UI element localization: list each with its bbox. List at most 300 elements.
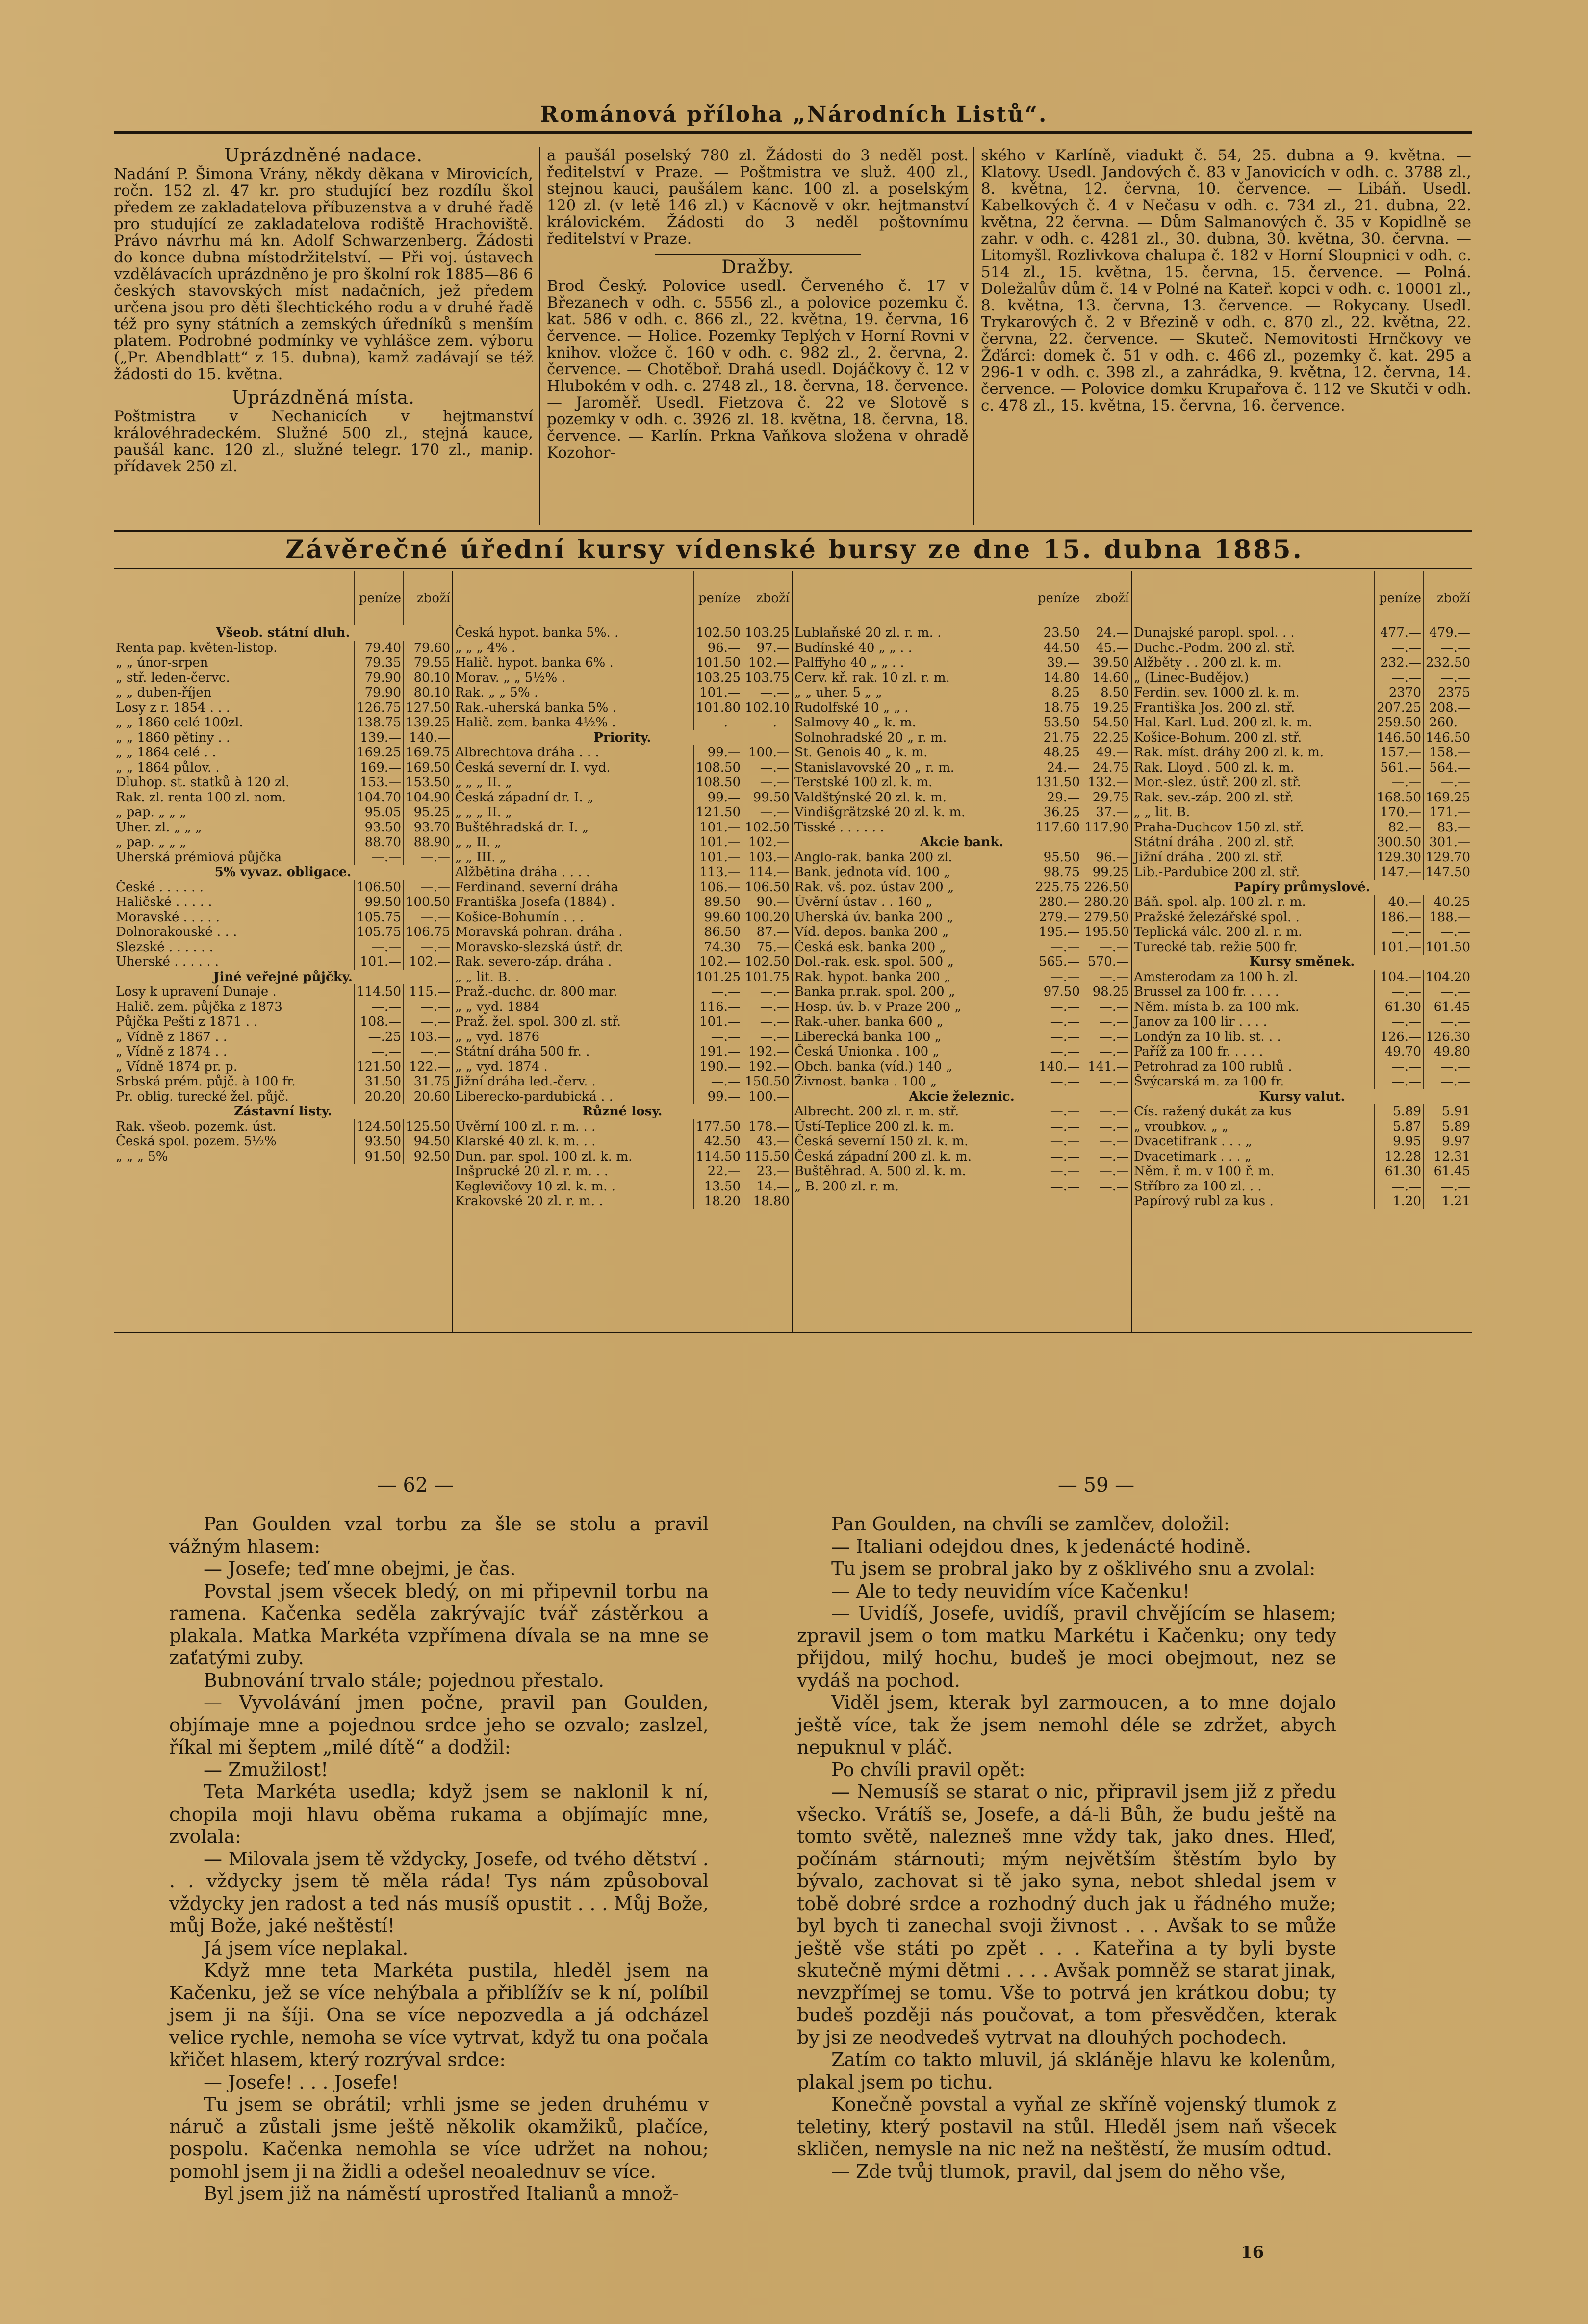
goods-price: —.— [404,910,452,925]
goods-price: 100.50 [404,895,452,910]
table-row [1132,715,1472,730]
security-name: Papírový rubl za kus . [1134,1194,1274,1209]
money-price: 101.50 [694,655,743,671]
security-name: Ústí-Teplice 200 zl. k. m. [794,1119,954,1134]
goods-price: 24.75 [1082,760,1131,775]
table-row [453,1044,792,1059]
security-name: Banka pr.rak. spol. 200 „ [794,984,955,999]
money-price: 157.— [1375,745,1424,760]
money-price: 169.25 [355,745,404,760]
money-price: 280.— [1033,895,1082,910]
table-row [793,760,1131,775]
security-name: Rak. severo-záp. dráha . [455,955,612,969]
table-row [1132,745,1472,760]
table-block-3 [793,571,1131,1194]
table-row [114,641,452,656]
goods-price: 87.— [743,925,792,940]
money-price: 61.30 [1375,1000,1424,1015]
money-price: 126.75 [355,700,404,716]
security-name: Rak. „ „ 5% . [455,685,538,700]
security-name: „ „ „ II. „ [455,805,512,820]
col-money: peníze [1375,571,1424,625]
table-row [453,745,792,760]
security-name: Dol.-rak. esk. spol. 500 „ [794,955,954,969]
table-row [1132,1059,1472,1075]
goods-price: 49.80 [1424,1044,1472,1059]
goods-price: 102.10 [743,700,792,716]
goods-price: —.— [404,850,452,865]
table-row [453,820,792,835]
money-price: 95.50 [1033,850,1082,865]
security-name: Londýn za 10 lib. st. . . [1134,1029,1281,1044]
story-paragraph: — Josefe; teď mne obejmi, je čas. [204,1558,516,1579]
stock-exchange-table [114,571,1472,1333]
money-price: 36.25 [1033,805,1082,820]
security-name: Košice-Bohumín . . . [455,909,584,925]
table-row [1132,685,1472,700]
table-row [1132,1149,1472,1164]
goods-price: 279.50 [1082,910,1131,925]
table-row [1132,1104,1472,1119]
goods-price: 9.97 [1424,1134,1472,1149]
money-price: 131.50 [1033,775,1082,790]
goods-price: —.— [1424,984,1472,1000]
table-row [114,1000,452,1015]
table-row [1132,1044,1472,1059]
security-name: Amsterodam za 100 h. zl. [1134,969,1298,984]
goods-price: 115.50 [743,1149,792,1164]
money-price: —.— [1033,940,1082,955]
table-row [114,1089,452,1105]
table-row [1132,970,1472,985]
security-name: Rak. všeob. pozemk. úst. [116,1119,277,1134]
goods-price: 188.— [1424,910,1472,925]
table-row [453,1074,792,1089]
security-name: Petrohrad za 100 rublů . [1134,1059,1292,1074]
auctions-continued-text: ského v Karlíně, viadukt č. 54, 25. dubna a 9. května. — Klatovy. Usedl. Jandových č. 83 v Janovicích v odh. c. 3788 zl., 8. května, 12. června, 10. července. — Libáň. Usedl. Kabelkových č. 4 v Nečasu v odh. c. 734 zl., 21. dubna, 22. května, 22 června. — Dům Salmanových č. 35 v Kopidlně se zahr. v odh. c. 4281 zl., 30. dubna, 30. května, 30. června. — Litomyšl. Rozlivkova chalupa č. 182 v Horní Sloupnici v odh. c. 514 zl., 15. května, 15. června, 15. července. — Polná. Doležalův dům č. 14 v Polné na Kateř. kopci v odh. c. 10001 zl., 8. května, 13. června, 13. července. — Rokycany. Usedl. Trykarových č. 2 v Březině v odh. c. 870 zl., 22. května, 22. června, 22. července. — Skuteč. Nemovitosti Hrnčkovy ve Žďárci: domek č. 51 v odh. c. 466 zl., pozemky č. kat. 295 a 296-1 v odh. c. 398 zl., a zahrádka, 9. května, 12. června, 14. července. — Polovice domku Krupařova č. 112 ve Skutči v odh. c. 478 zl., 15. května, 15. června, 16. července. [981,147,1471,414]
goods-price: —.— [1424,1074,1472,1089]
table-row [1132,1134,1472,1149]
security-name: Janov za 100 lir . . . . [1134,1014,1267,1029]
table-row [453,970,792,985]
security-name: Alžbětina dráha . . . . [455,865,590,879]
goods-price: 99.50 [743,790,792,805]
security-name: Buštěhradská dr. I. „ [455,820,589,835]
security-name: „ pap. „ „ „ [116,805,186,820]
security-name: Státní dráha 500 fr. . [455,1044,590,1059]
security-name: „ „ III. „ [455,850,507,865]
money-price: 186.— [1375,910,1424,925]
money-price: 99.50 [355,895,404,910]
table-row [453,700,792,716]
money-price: 146.50 [1375,730,1424,746]
goods-price: —.— [743,1000,792,1015]
table-row [453,955,792,970]
security-name: Česká Unionka . 100 „ [794,1044,939,1059]
goods-price: 97.— [743,641,792,656]
security-name: „ pap. „ „ „ [116,835,186,850]
security-name: Brussel za 100 fr. . . . . [1134,984,1279,999]
goods-price: 45.— [1082,641,1131,656]
table-row [453,1194,792,1209]
goods-price: 139.25 [404,715,452,730]
heading-vacant-posts: Uprázdněná místa. [232,387,415,408]
goods-price: —.— [1082,1000,1131,1015]
table-row [793,1044,1131,1059]
table-row [1132,655,1472,671]
money-price: —.— [1033,1104,1082,1119]
security-name: Dvacetifrank . . . „ [1134,1134,1253,1149]
table-row [1132,641,1472,656]
security-name: Úvěrní 100 zl. r. m. . . [455,1119,596,1134]
security-name: Dunajské paropl. spol. . . [1134,625,1295,640]
money-price: 20.20 [355,1089,404,1105]
goods-price: 40.25 [1424,895,1472,910]
security-name: Keglevičovy 10 zl. k. m. . [455,1179,615,1194]
goods-price: —.— [1082,1149,1131,1164]
table-row [114,835,452,850]
goods-price: 20.60 [404,1089,452,1105]
money-price: 106.— [694,880,743,895]
table-row [453,805,792,820]
table-row [793,1014,1131,1030]
table-row [453,641,792,656]
table-row [114,820,452,835]
security-name: Palffyho 40 „ „ . . [794,655,904,670]
table-row [114,671,452,686]
table-row [453,850,792,865]
story-paragraph: — Zde tvůj tlumok, pravil, dal jsem do něho vše, [831,2160,1286,2182]
goods-price: 5.91 [1424,1104,1472,1119]
table-row [793,1000,1131,1015]
goods-price: —.— [743,775,792,790]
security-name: Pražské železářské spol. . [1134,909,1300,925]
subheading: Akcie železnic. [909,1089,1015,1104]
story-paragraph: — Nemusíš se starat o nic, připravil jsem již z předu všecko. Vrátíš se, Josefe, a dá-li Bůh, že budu ještě na tomto světě, nalezneš mne vždy tak, jako dnes. Hleď, počínám stárnouti; mým největším štěstím bylo by bývalo, zachovat si tě jako syna, nebot shledal jsem v tobě dobré srdce a rozhodný duch jak u řádného muže; byl bych ti zanechal svoji živnost . . . Avšak to se může ještě vše státi po zpět . . . Kateřina a ty byli byste skutečně mými dětmi . . . . Avšak pomněž se starat jinak, nevzpřímej se tomu. Vše to potrvá jen krátkou dobu; ty budeš později nás poučovat, a tom přesvědčen, kterak by jsi ze neodvedeš vytrvat na dlouhých pochodech. [797,1781,1336,2048]
money-price: 101.— [694,820,743,835]
table-row [453,1000,792,1015]
money-price: 95.05 [355,805,404,820]
goods-price: 103.— [743,850,792,865]
story-paragraph: — Italiani odejdou dnes, k jedenácté hodině. [831,1535,1252,1557]
goods-price: 171.— [1424,805,1472,820]
goods-price: 100.— [743,745,792,760]
security-name: Teplická válc. 200 zl. r. m. [1134,925,1303,939]
table-subheading-row [114,625,452,641]
table-row [793,1149,1131,1164]
table-row [453,775,792,790]
security-name: Živnost. banka . 100 „ [794,1074,937,1089]
table-row [1132,984,1472,1000]
table-row [793,1164,1131,1179]
table-subheading-row [114,1104,452,1119]
goods-price: 14.60 [1082,671,1131,686]
page-number-right: — 59 — [1057,1474,1135,1497]
money-price: 101.— [355,955,404,970]
security-name: Lublaňské 20 zl. r. m. . [794,625,942,640]
security-name: Paříž za 100 fr. . . . . [1134,1044,1263,1059]
money-price: 477.— [1375,625,1424,641]
table-subheading-row [453,730,792,746]
security-name: „ Vídně z 1867 . . [116,1029,228,1044]
table-row [1132,910,1472,925]
money-price: 39.— [1033,655,1082,671]
security-name: „ „ uher. 5 „ „ [794,685,882,700]
security-name: „ „ vyd. 1884 [455,999,540,1014]
security-name: Hosp. úv. b. v Praze 200 „ [794,999,961,1014]
goods-price: —.— [404,1000,452,1015]
money-price: —.— [1033,1179,1082,1194]
security-name: Víd. depos. banka 200 „ [794,925,949,939]
money-price: 99.— [694,790,743,805]
security-name: „ „ 1860 celé 100zl. [116,715,243,730]
security-name: Haličské . . . . . [116,895,212,909]
goods-price: 1.21 [1424,1194,1472,1209]
table-row [114,790,452,805]
story-paragraph: Teta Markéta usedla; když jsem se naklonil k ní, chopila moji hlavu oběma rukama a objímajíc mne, zvolala: [169,1781,709,1847]
table-row [793,1030,1131,1045]
goods-price: —.— [1082,1119,1131,1135]
money-price: 48.25 [1033,745,1082,760]
band-rule-bottom [114,568,1472,569]
posts-continued-text: a paušál poselský 780 zl. Žádosti do 3 neděl post. ředitelství v Praze. — Poštmistra ve služ. 400 zl., stejnou kauci, paušálem kanc. 100 zl. a poselským 120 zl. (v letě 146 zl.) v Kácnově v okr. hejtmanství královickém. Žádosti do 3 neděl poštovnímu ředitelství v Praze. [547,147,969,248]
money-price: —.— [1033,1164,1082,1179]
goods-price: 22.25 [1082,730,1131,746]
goods-price: 94.50 [404,1134,452,1149]
money-price: 101.— [694,1014,743,1030]
table-row [793,641,1131,656]
goods-price: 99.25 [1082,865,1131,880]
security-name: Uherské . . . . . . [116,955,219,969]
table-row [1132,925,1472,940]
security-name: Morav. „ „ 5½% . [455,670,565,685]
security-name: „ „ vyd. 1876 [455,1029,540,1044]
goods-price: 106.50 [743,880,792,895]
table-row [1132,700,1472,716]
subheading: Kursy směnek. [1249,955,1355,969]
table-row [114,1149,452,1164]
goods-price: 95.25 [404,805,452,820]
goods-price: 37.— [1082,805,1131,820]
money-price: 138.75 [355,715,404,730]
col-money: peníze [355,571,404,625]
security-name: Rak. Lloyd . 500 zl. k. m. [1134,760,1294,775]
page-number-left: — 62 — [377,1474,454,1497]
story-paragraph: Viděl jsem, kterak byl zarmoucen, a to mne dojalo ještě více, tak že jsem nemohl déle se zdržet, abych nepuknul v pláč. [797,1692,1336,1758]
table-subheading-row [114,970,452,985]
security-name: „ (Linec-Budějov.) [1134,670,1249,685]
goods-price: —.— [1424,1179,1472,1194]
security-name: Halič. hypot. banka 6% . [455,655,614,670]
table-row [1132,625,1472,641]
security-name: Košice-Bohum. 200 zl. stř. [1134,730,1302,745]
security-name: Rak. zl. renta 100 zl. nom. [116,790,286,805]
table-row [114,715,452,730]
goods-price: 79.60 [404,641,452,656]
money-price: 117.60 [1033,820,1082,835]
goods-price: 122.— [404,1059,452,1075]
security-name: Rak.-uherská banka 5% . [455,700,616,715]
money-price: 105.75 [355,925,404,940]
money-price: —.— [1375,671,1424,686]
security-name: Srbská prém. půjč. à 100 fr. [116,1074,296,1089]
goods-price: 125.50 [404,1119,452,1135]
table-row [793,700,1131,716]
table-row [793,685,1131,700]
money-price: 114.50 [355,984,404,1000]
money-price: —.— [1033,1119,1082,1135]
goods-price: 114.— [743,865,792,880]
table-row [793,820,1131,835]
masthead: Románová příloha „Národních Listů“. [540,102,1048,127]
money-price: 9.95 [1375,1134,1424,1149]
security-name: „ „ „ II. „ [455,775,512,790]
col-money: peníze [1033,571,1082,625]
security-name: Ferdin. sev. 1000 zl. k. m. [1134,685,1300,700]
money-price: 225.75 [1033,880,1082,895]
story-paragraph: — Josefe! . . . Josefe! [204,2071,399,2093]
subheading: 5% vyvaz. obligace. [214,865,352,879]
security-name: Moravsko-slezská ústř. dr. [455,939,624,955]
security-name: Salmovy 40 „ k. m. [794,715,916,730]
subheading: Všeob. státní dluh. [216,625,350,640]
goods-price: —.— [1082,1014,1131,1030]
goods-price: —.— [1082,1164,1131,1179]
money-price: 21.75 [1033,730,1082,746]
table-row [114,984,452,1000]
foundations-text: Nadání P. Šimona Vrány, někdy děkana v Mirovicích, ročn. 152 zl. 47 kr. pro studující bez rozdílu škol předem ze zakladatelova příbuzenstva a v druhé řadě pro studující ze zakladatelova rodiště Hrachoviště. Právo návrhu má kn. Adolf Schwarzenberg. Žádosti do konce dubna místodržitelství. — Při voj. ústavech vzdělávacích uprázdněno je pro školní rok 1885—86 6 českých stavovských míst nadačních, jež předem určena jsou pro děti šlechtického rodu a v druhé řadě též pro syny státních a zemských úředníků s menším platem. Podrobné podmínky ve vyhlášce zem. výboru („Pr. Abendblatt“ z 15. dubna), kamž zadávají se též žádosti do 15. května. [114,165,533,383]
goods-price: 90.— [743,895,792,910]
table-row [793,730,1131,746]
table-row [1132,940,1472,955]
security-name: Jižní dráha . 200 zl. stř. [1134,850,1284,865]
money-price: —.— [1375,775,1424,790]
money-price: —.— [1375,984,1424,1000]
table-row [453,984,792,1000]
table-row [453,1030,792,1045]
security-name: „ „ lit. B. [1134,805,1190,820]
security-name: „ „ 1860 pětiny . . [116,730,231,745]
security-name: Praž.-duchc. dr. 800 mar. [455,984,617,999]
subheading: Kursy valut. [1259,1089,1345,1104]
table-row [114,1134,452,1149]
security-name: Turecké tab. režie 500 fr. [1134,939,1298,955]
table-row [114,700,452,716]
table-row [1132,895,1472,910]
security-name: Albrecht. 200 zl. r. m. stř. [794,1104,959,1119]
money-price: 108.— [355,1014,404,1030]
money-price: 44.50 [1033,641,1082,656]
money-price: —.— [1375,925,1424,940]
goods-price: 169.75 [404,745,452,760]
goods-price: 192.— [743,1044,792,1059]
security-name: Pr. oblig. turecké žel. půjč. [116,1089,289,1104]
table-row [1132,820,1472,835]
security-name: „ „ „ 5% [116,1149,168,1164]
table-row [453,625,792,641]
table-row [453,671,792,686]
table-row [793,895,1131,910]
table-subheading-row [1132,955,1472,970]
security-name: Liberecká banka 100 „ [794,1029,942,1044]
security-name: Cís. ražený dukát za kus [1134,1104,1292,1119]
security-name: Úvěrní ústav . . 160 „ [794,895,933,909]
table-row [793,910,1131,925]
table-row [114,895,452,910]
money-price: 18.75 [1033,700,1082,716]
security-name: Rak. míst. dráhy 200 zl. k. m. [1134,745,1324,760]
table-row [453,655,792,671]
money-price: 101.— [694,850,743,865]
security-name: Tisské . . . . . . [794,820,884,835]
story-column-right [797,1513,1336,2183]
goods-price: 54.50 [1082,715,1131,730]
money-price: 29.— [1033,790,1082,805]
table-row [793,1104,1131,1119]
money-price: 190.— [694,1059,743,1075]
money-price: —.— [694,1074,743,1089]
money-price: 42.50 [694,1134,743,1149]
table-row [453,715,792,730]
notices-column-right [981,147,1471,414]
table-row [114,685,452,700]
goods-price: —.— [1082,1074,1131,1089]
table-row [453,685,792,700]
table-row [453,1179,792,1194]
security-name: Obch. banka (víd.) 140 „ [794,1059,953,1074]
goods-price: 102.— [743,655,792,671]
goods-price: 88.90 [404,835,452,850]
money-price: 106.50 [355,880,404,895]
story-paragraph: Pan Goulden, na chvíli se zamlčev, doložil: [831,1513,1230,1535]
money-price: 102.50 [694,625,743,641]
table-row [114,1044,452,1059]
security-name: Krakovské 20 zl. r. m. . [455,1194,603,1209]
goods-price: —.— [1424,775,1472,790]
goods-price: —.— [404,940,452,955]
table-row [453,880,792,895]
security-name: „ „ II. „ [455,835,502,850]
security-name: Rudolfské 10 „ „ . [794,700,909,715]
goods-price: 104.90 [404,790,452,805]
money-price: 53.50 [1033,715,1082,730]
security-name: Česká hypot. banka 5%. . [455,625,619,640]
money-price: 93.50 [355,1134,404,1149]
security-name: Bank. jednota víd. 100 „ [794,865,950,879]
goods-price: 14.— [743,1179,792,1194]
security-name: „ Vídně z 1874 . . [116,1044,228,1059]
band-rule-top [114,530,1472,532]
security-name: Terstské 100 zl. k. m. [794,775,933,790]
security-name: „ „ 1864 celé . . [116,745,216,760]
goods-price: 104.20 [1424,970,1472,985]
goods-price: 129.70 [1424,850,1472,865]
story-paragraph: Konečně povstal a vyňal ze skříně vojenský tlumok z teletiny, který postavil na stůl. Hleděl jsem naň všecek skličen, nemysle na nic než na neštěstí, že musím odtud. [797,2093,1336,2160]
block-divider [1131,571,1132,1332]
money-price: 8.25 [1033,685,1082,700]
col-goods: zboží [1424,571,1472,625]
subheading: Akcie bank. [920,835,1004,850]
subheading: Různé losy. [582,1104,663,1119]
table-row [793,1119,1131,1135]
table-row [114,1030,452,1045]
table-block-1 [114,571,452,1164]
goods-price: 79.55 [404,655,452,671]
security-name: Dluhop. st. statků à 120 zl. [116,775,290,790]
col-goods: zboží [1082,571,1131,625]
goods-price: 169.25 [1424,790,1472,805]
goods-price: 18.80 [743,1194,792,1209]
